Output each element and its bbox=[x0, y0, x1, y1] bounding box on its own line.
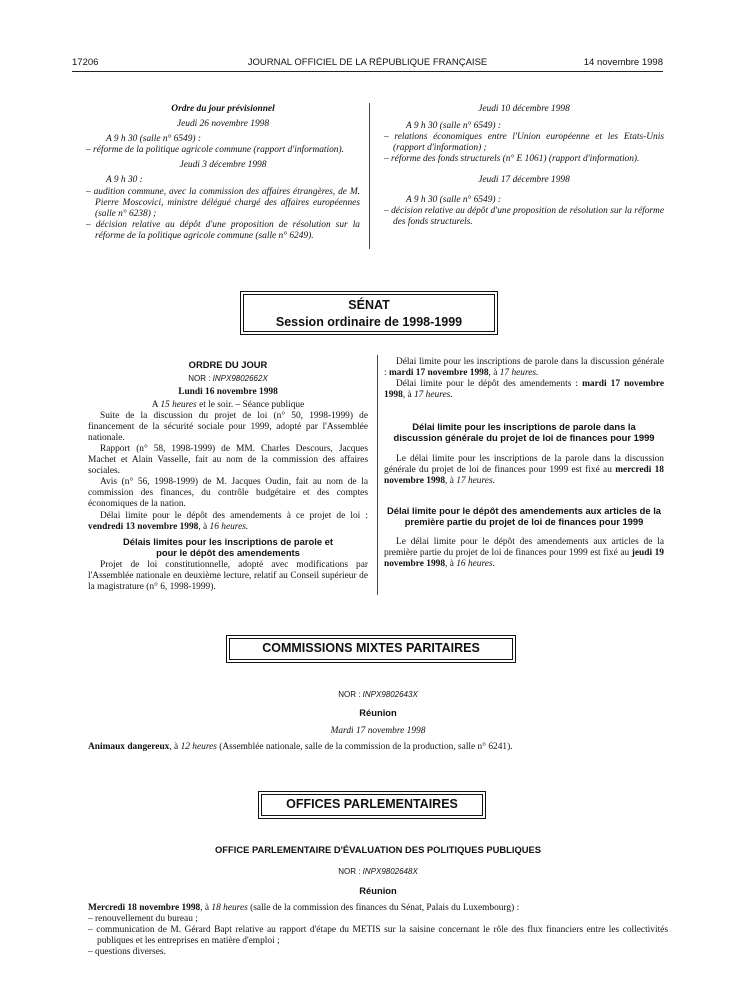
body-paragraph: Rapport (n° 58, 1998-1999) de MM. Charles Descours, Jacques Machet et Alain Vasselle, fait au nom de la commission des affaires sociales. bbox=[88, 444, 368, 477]
senat-session: Session ordinaire de 1998-1999 bbox=[275, 314, 463, 329]
agenda-time: A 9 h 30 (salle n° 6549) : bbox=[406, 194, 501, 205]
body-paragraph: Délai limite pour les inscriptions de parole dans la discussion générale : mardi 17 novembre 1998, à 17 heures. bbox=[384, 357, 664, 379]
top-right-column bbox=[384, 104, 664, 228]
cmp-title: COMMISSIONS MIXTES PARITAIRES bbox=[262, 641, 480, 655]
senat-left-column bbox=[88, 359, 368, 593]
agenda-date: Jeudi 17 décembre 1998 bbox=[478, 175, 570, 186]
agenda-item: – décision relative au dépôt d'une proposition de résolution sur la réforme des fonds structurels. bbox=[384, 205, 664, 227]
nor-reference: NOR : INPX9802662X bbox=[188, 374, 268, 384]
agenda-item: – communication de M. Gérard Bapt relative au rapport d'étape du METIS sur la saisine concernant le rôle des flux financiers entre les collectivités publiques et les entreprises en matière d'emploi ; bbox=[88, 924, 668, 946]
header-rule bbox=[72, 71, 663, 72]
section-subheading: Délai limite pour le dépôt des amendements aux articles de la première partie du projet de loi de finances pour 1999 bbox=[386, 504, 662, 527]
offices-title-box bbox=[258, 791, 486, 819]
body-paragraph: Avis (n° 56, 1998-1999) de M. Jacques Oudin, fait au nom de la commission des finances, du contrôle budgétaire et des comptes économiques de la nation. bbox=[88, 477, 368, 510]
page-number: 17206 bbox=[72, 57, 99, 68]
session-day: Lundi 16 novembre 1998 bbox=[178, 386, 278, 397]
session-time: A 15 heures et le soir. – Séance publique bbox=[151, 399, 305, 410]
senat-right-column bbox=[384, 357, 664, 570]
meeting-heading: Réunion bbox=[359, 884, 397, 896]
body-paragraph: Projet de loi constitutionnelle, adopté avec modifications par l'Assemblée nationale en deuxième lecture, relatif au Conseil supérieur de la magistrature (n° 6, 1998-1999). bbox=[88, 559, 368, 593]
section-subheading: Délai limite pour les inscriptions de parole dans la discussion générale du projet de loi de finances pour 1999 bbox=[393, 421, 655, 444]
agenda-time: A 9 h 30 : bbox=[106, 175, 143, 186]
agenda-item: – décision relative au dépôt d'une proposition de résolution sur la réforme de la politique agricole commune (salle n° 6249). bbox=[86, 219, 360, 241]
body-paragraph: Le délai limite pour les inscriptions de la parole dans la discussion générale du projet de loi de finances pour 1999 est fixé au mercredi 18 novembre 1998, à 17 heures. bbox=[384, 453, 664, 486]
senat-title: SÉNAT bbox=[348, 298, 390, 312]
agenda-item: – relations économiques entre l'Union européenne et les Etats-Unis (rapport d'information) ; bbox=[384, 132, 664, 154]
meeting-heading: Réunion bbox=[359, 707, 397, 719]
offices-title: OFFICES PARLEMENTAIRES bbox=[286, 797, 458, 811]
section-subheading: Délais limites pour les inscriptions de parole et pour le dépôt des amendements bbox=[123, 535, 333, 558]
office-subtitle: OFFICE PARLEMENTAIRE D'ÉVALUATION DES POLITIQUES PUBLIQUES bbox=[214, 844, 542, 855]
column-divider bbox=[369, 103, 370, 249]
agenda-item: – renouvellement du bureau ; bbox=[88, 913, 198, 924]
top-left-column bbox=[86, 104, 360, 242]
senat-title-box bbox=[240, 291, 498, 335]
agenda-time: A 9 h 30 (salle n° 6549) : bbox=[406, 121, 501, 132]
journal-title: JOURNAL OFFICIEL DE LA RÉPUBLIQUE FRANÇAISE bbox=[247, 57, 488, 68]
body-paragraph: Suite de la discussion du projet de loi (n° 50, 1998-1999) de financement de la sécurité sociale pour 1999, adopté par l'Assemblée nationale. bbox=[88, 410, 368, 443]
nor-reference: NOR : INPX9802648X bbox=[338, 867, 418, 877]
agenda-item: – réforme de la politique agricole commune (rapport d'information). bbox=[86, 145, 344, 156]
agenda-date: Jeudi 26 novembre 1998 bbox=[176, 119, 270, 130]
issue-date: 14 novembre 1998 bbox=[583, 57, 663, 68]
column-divider bbox=[377, 355, 378, 595]
meeting-date: Mardi 17 novembre 1998 bbox=[330, 725, 426, 736]
agenda-date: Jeudi 3 décembre 1998 bbox=[179, 160, 267, 171]
agenda-date: Jeudi 10 décembre 1998 bbox=[478, 104, 570, 114]
agenda-item: – questions diverses. bbox=[88, 947, 166, 957]
page-header bbox=[72, 57, 663, 71]
meeting-line: Mercredi 18 novembre 1998, à 18 heures (salle de la commission des finances du Sénat, Palais du Luxembourg) : bbox=[88, 902, 520, 913]
body-paragraph: Délai limite pour le dépôt des amendements : mardi 17 novembre 1998, à 17 heures. bbox=[384, 379, 664, 401]
body-paragraph: Le délai limite pour le dépôt des amendements aux articles de la première partie du projet de loi de finances pour 1999 est fixé au jeudi 19 novembre 1998, à 16 heures. bbox=[384, 537, 664, 570]
offices-section bbox=[88, 844, 668, 958]
agenda-title: Ordre du jour prévisionnel bbox=[171, 104, 275, 114]
order-heading: ORDRE DU JOUR bbox=[188, 359, 268, 370]
cmp-section bbox=[88, 690, 668, 753]
agenda-item: – réforme des fonds structurels (n° E 1061) (rapport d'information). bbox=[384, 154, 640, 165]
body-paragraph: Délai limite pour le dépôt des amendements à ce projet de loi : vendredi 13 novembre 1998, à 16 heures. bbox=[88, 510, 368, 532]
meeting-line: Animaux dangereux, à 12 heures (Assemblée nationale, salle de la commission de la production, salle n° 6241). bbox=[88, 741, 513, 752]
cmp-title-box bbox=[226, 635, 516, 663]
agenda-time: A 9 h 30 (salle n° 6549) : bbox=[106, 134, 201, 145]
nor-reference: NOR : INPX9802643X bbox=[338, 690, 418, 699]
agenda-item: – audition commune, avec la commission des affaires étrangères, de M. Pierre Moscovici, ministre délégué chargé des affaires européennes (salle n° 6238) ; bbox=[86, 186, 360, 219]
